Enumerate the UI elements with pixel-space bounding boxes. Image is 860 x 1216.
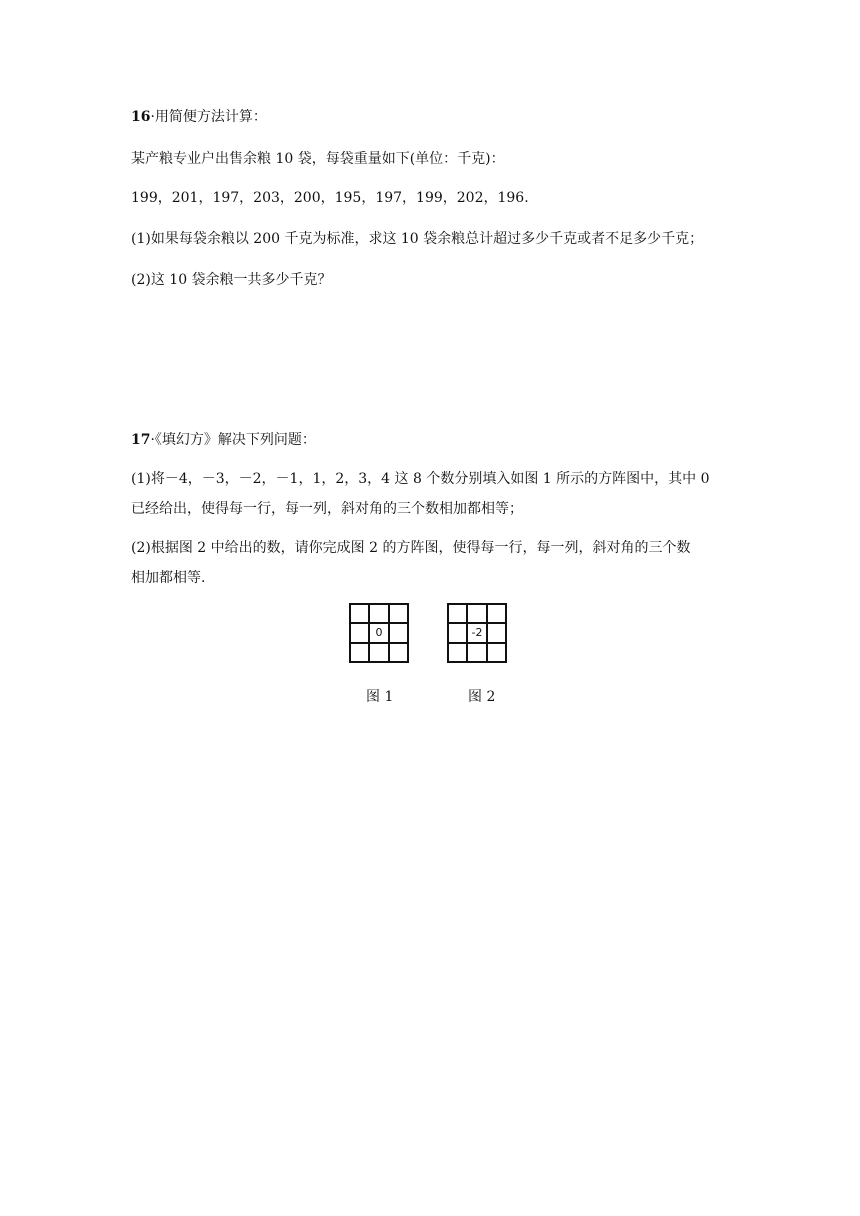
q17-part1-line1: (1)将－4，－3，－2，－1，1，2，3，4 这 8 个数分别填入如图 1 所示的方阵图中，其中 0: [131, 471, 710, 487]
figure1-cell: [389, 643, 408, 662]
q16-weights: 199，201，197，203，200，195，197，199，202，196.: [131, 190, 529, 206]
figure1-cell: [389, 604, 408, 623]
figure1-cell: [369, 643, 388, 662]
figure1-cell: [389, 623, 408, 642]
q17-part2-line2: 相加都相等.: [131, 570, 206, 586]
figure1-cell: [369, 604, 388, 623]
q17-number: 17: [131, 432, 151, 448]
figure2-magic-square: [447, 603, 507, 663]
q17-title-text: ·《填幻方》解决下列问题：: [150, 432, 316, 448]
figure2-cell: [467, 604, 486, 623]
figure1-magic-square: [349, 603, 409, 663]
q16-title-text: ·用简便方法计算：: [150, 109, 267, 125]
figure2-cell: [467, 643, 486, 662]
figure1-cell: [350, 604, 369, 623]
figure2-caption: 图 2: [468, 689, 496, 705]
figure2-cell: [448, 623, 467, 642]
figure2-cell: [448, 604, 467, 623]
figure1-cell: [350, 643, 369, 662]
figure2-center-cell: -2: [467, 623, 486, 642]
figure2-cell: [487, 623, 506, 642]
q16-part1: (1)如果每袋余粮以 200 千克为标准，求这 10 袋余粮总计超过多少千克或者不足多少千克；: [131, 231, 704, 247]
figure1-center-cell: 0: [369, 623, 388, 642]
q16-intro: 某产粮专业户出售余粮 10 袋，每袋重量如下(单位：千克)：: [131, 151, 505, 167]
figure2-cell: [448, 643, 467, 662]
q16-part2: (2)这 10 袋余粮一共多少千克？: [131, 272, 332, 288]
figure1-cell: [350, 623, 369, 642]
q17-part2-line1: (2)根据图 2 中给出的数，请你完成图 2 的方阵图，使得每一行，每一列，斜对角的三个数: [131, 540, 691, 556]
figure1-caption: 图 1: [366, 689, 394, 705]
figure2-cell: [487, 643, 506, 662]
figure2-cell: [487, 604, 506, 623]
q17-part1-line2: 已经给出，使得每一行，每一列，斜对角的三个数相加都相等；: [131, 501, 523, 517]
q17-title: [131, 430, 316, 450]
q16-number: 16: [131, 109, 151, 125]
q16-title: [131, 107, 267, 127]
